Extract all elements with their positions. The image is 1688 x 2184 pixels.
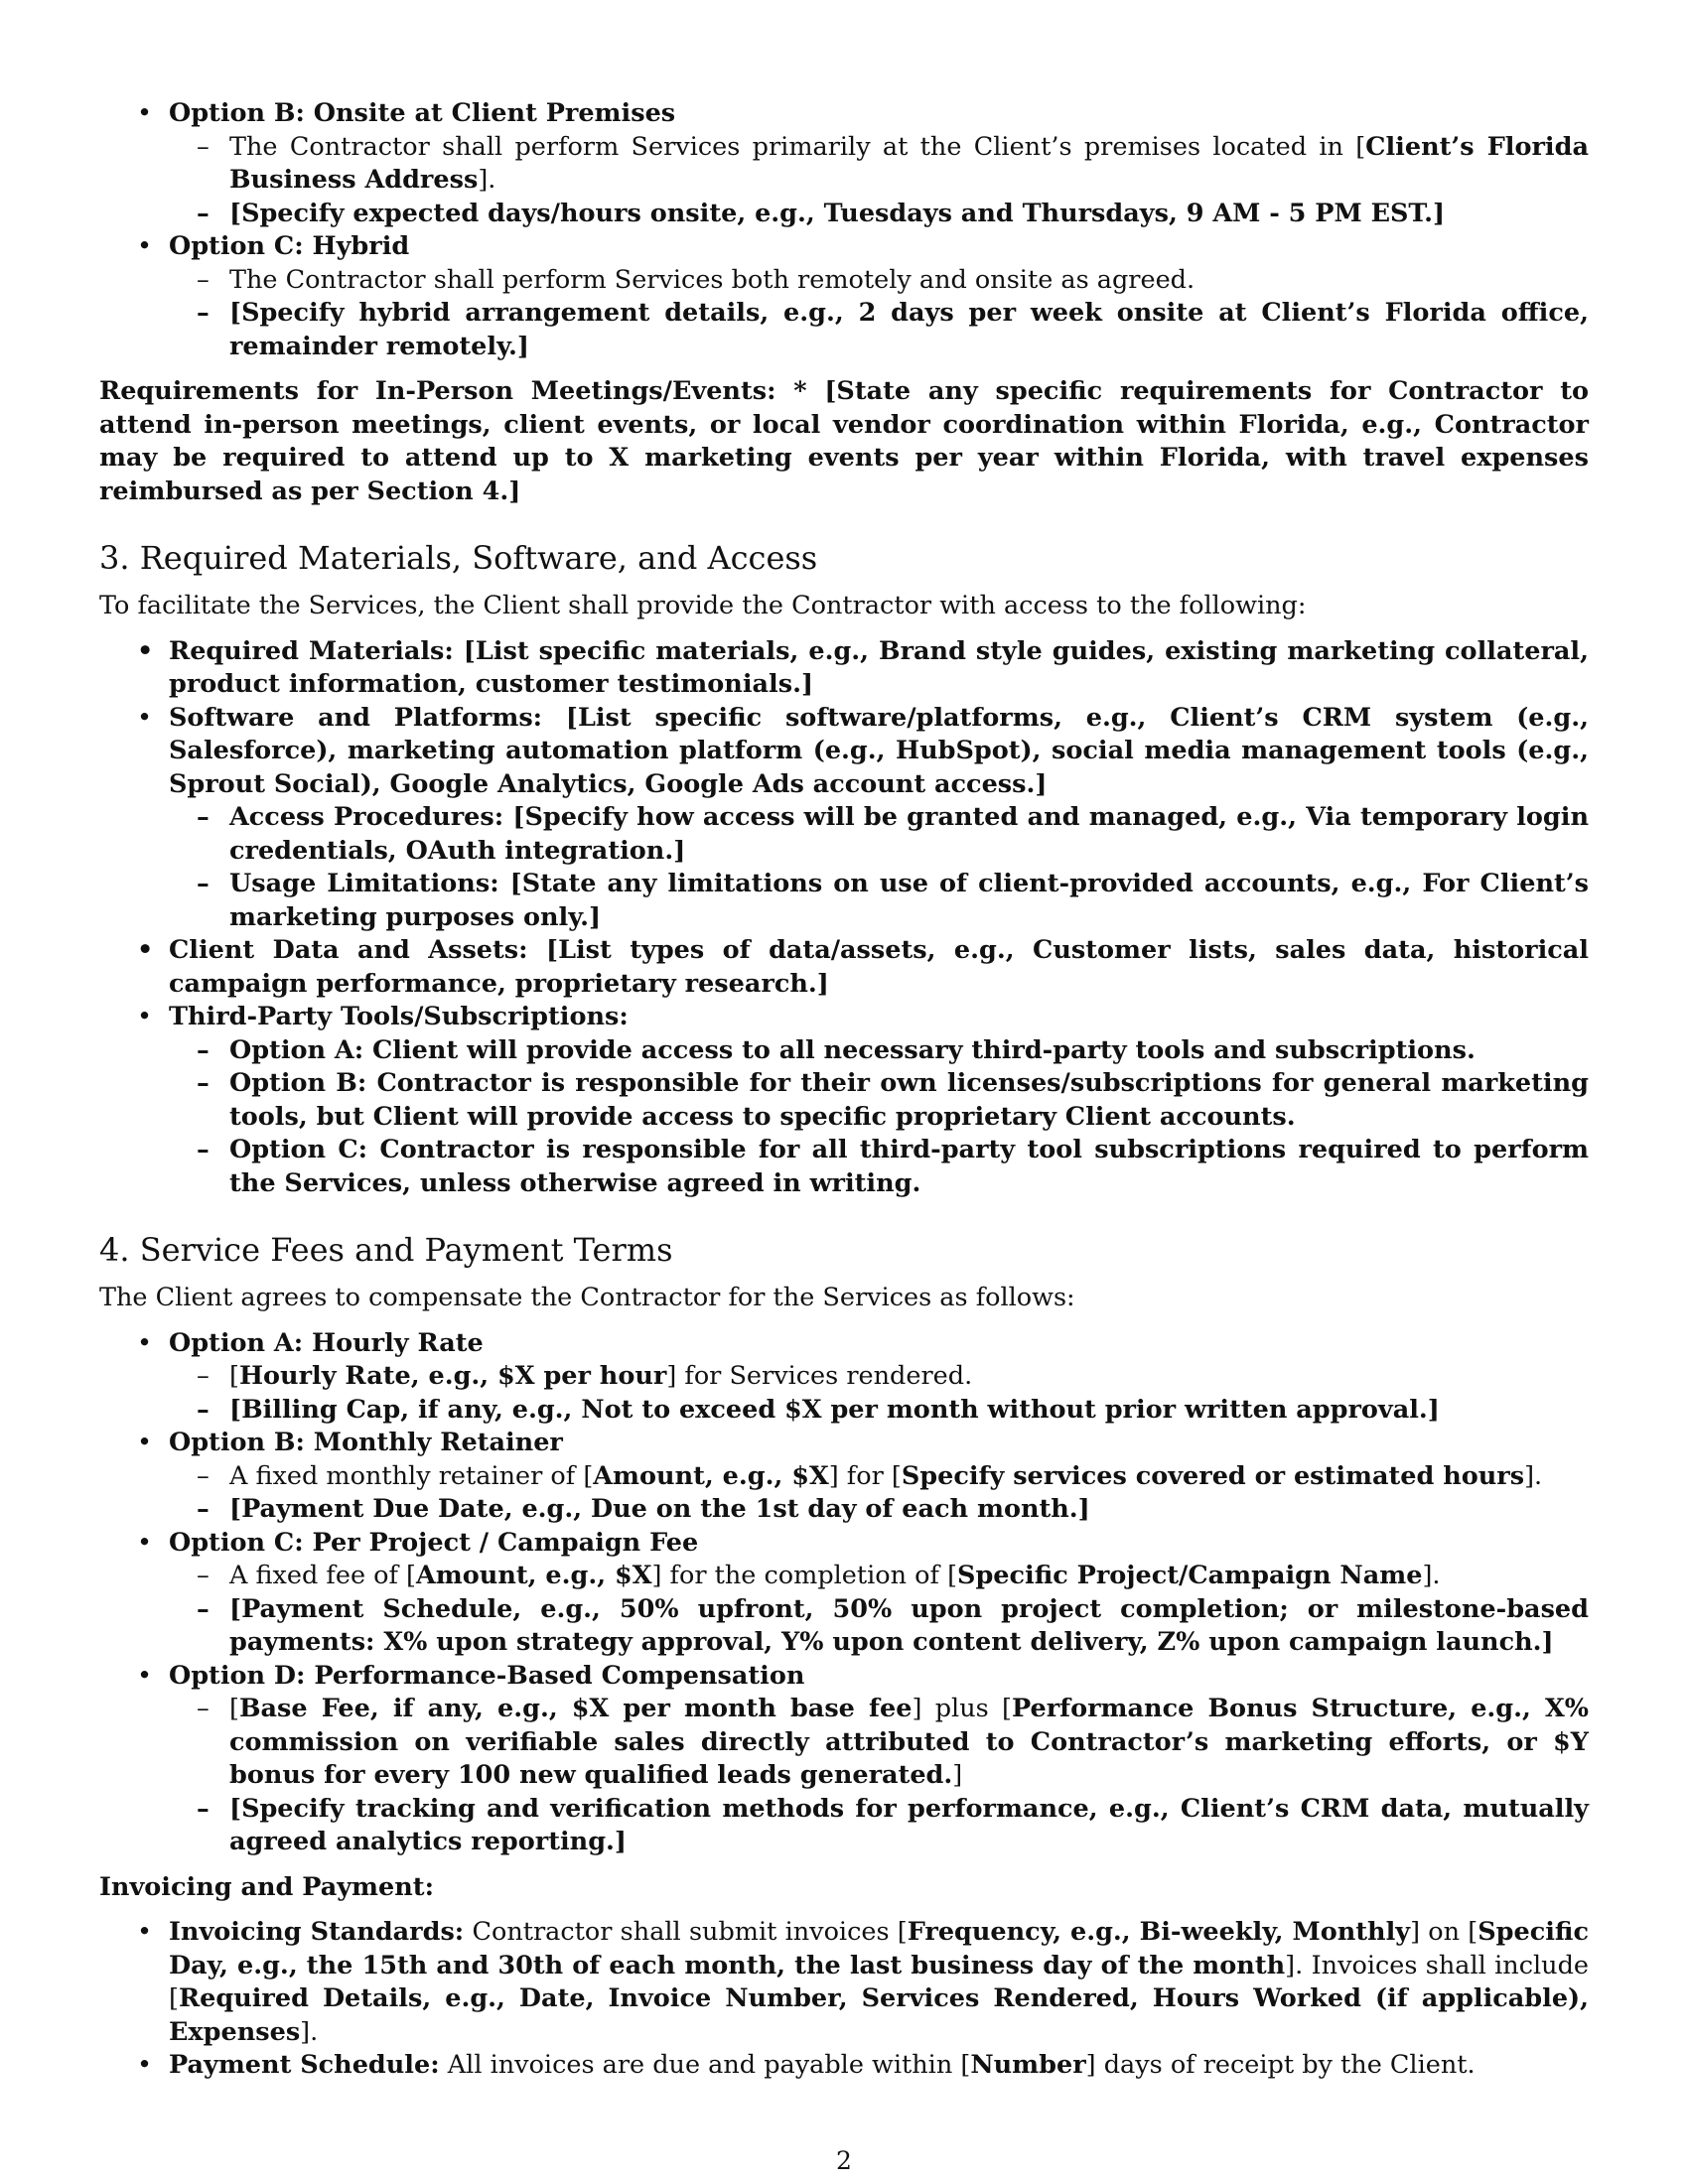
option-c-item: – The Contractor shall perform Services both remotely and onsite as agreed. bbox=[99, 264, 1589, 298]
page-number: 2 bbox=[836, 2146, 852, 2175]
fee-option-b-item: – [Payment Due Date, e.g., Due on the 1st day of each month.] bbox=[99, 1493, 1589, 1527]
fee-option-a-item: – [Hourly Rate, e.g., $X per hour] for Services rendered. bbox=[99, 1360, 1589, 1394]
fee-option-a-item: – [Billing Cap, if any, e.g., Not to exceed $X per month without prior written approval.] bbox=[99, 1394, 1589, 1428]
fee-option-b: • Option B: Monthly Retainer – A fixed monthly retainer of [Amount, e.g., $X] for [Specify services covered or estimated hours]. – [Payment Due Date, e.g., Due on the 1st day of each month.] bbox=[99, 1427, 1589, 1527]
third-party-option-b: – Option B: Contractor is responsible for their own licenses/subscriptions for general marketing tools, but Client will provide access to specific proprietary Client accounts. bbox=[99, 1067, 1589, 1134]
option-b-item: – [Specify expected days/hours onsite, e.g., Tuesdays and Thursdays, 9 AM - 5 PM EST.] bbox=[99, 198, 1589, 231]
software-item: • Software and Platforms: [List specific software/platforms, e.g., Client’s CRM system (e.g., Salesforce), marketing automation platform (e.g., HubSpot), social media management tools (e.g., Sprout Social), Google Analytics, Google Ads account access.] – Access Procedures: [Specify how access will be granted and managed, e.g., Via temporary login credentials, OAuth integration.] – Usage Limitations: [State any limitations on use of client-provided accounts, e.g., For Client’s marketing purposes only.] bbox=[99, 702, 1589, 935]
option-c-title: Option C: Hybrid bbox=[169, 231, 410, 261]
invoicing-standards-item: • Invoicing Standards: Contractor shall submit invoices [Frequency, e.g., Bi-weekly, Monthly] on [Specific Day, e.g., the 15th and 30th of each month, the last business day of the month]. Invoices shall include [Required Details, e.g., Date, Invoice Number, Services Rendered, Hours Worked (if applicable), Expenses]. bbox=[99, 1916, 1589, 2049]
in-person-requirements: Requirements for In-Person Meetings/Events: * [State any specific requirements for Contractor to attend in-person meetings, client events, or local vendor coordination within Florida, e.g., Contractor may be required to attend up to X marketing events per year within Florida, with travel expenses reimbursed as per Section 4.] bbox=[99, 376, 1589, 506]
fee-option-c-item: – [Payment Schedule, e.g., 50% upfront, 50% upon project completion; or milestone-based payments: X% upon strategy approval, Y% upon content delivery, Z% upon campaign launch.] bbox=[99, 1593, 1589, 1660]
fee-option-c: • Option C: Per Project / Campaign Fee – A fixed fee of [Amount, e.g., $X] for the completion of [Specific Project/Campaign Name]. – [Payment Schedule, e.g., 50% upfront, 50% upon project completion; or milestone-based payments: X% upon strategy approval, Y% upon content delivery, Z% upon campaign launch.] bbox=[99, 1527, 1589, 1660]
fee-option-d: • Option D: Performance-Based Compensation – [Base Fee, if any, e.g., $X per month base fee] plus [Performance Bonus Structure, e.g., X% commission on verifiable sales directly attributed to Contractor’s marketing efforts, or $Y bonus for every 100 new qualified leads generated.] – [Specify tracking and verification methods for performance, e.g., Client’s CRM data, mutually agreed analytics reporting.] bbox=[99, 1660, 1589, 1859]
third-party-option-a: – Option A: Client will provide access to all necessary third-party tools and subscriptions. bbox=[99, 1034, 1589, 1068]
fee-option-c-item: – A fixed fee of [Amount, e.g., $X] for the completion of [Specific Project/Campaign Name]. bbox=[99, 1560, 1589, 1593]
materials-list bbox=[99, 635, 1589, 1201]
fee-option-d-item: – [Specify tracking and verification methods for performance, e.g., Client’s CRM data, mutually agreed analytics reporting.] bbox=[99, 1793, 1589, 1859]
option-b-item: – The Contractor shall perform Services primarily at the Client’s premises located in [Client’s Florida Business Address]. bbox=[99, 131, 1589, 198]
access-procedures-item: – Access Procedures: [Specify how access will be granted and managed, e.g., Via temporary login credentials, OAuth integration.] bbox=[99, 801, 1589, 868]
section-3-heading: 3. Required Materials, Software, and Access bbox=[99, 539, 818, 577]
option-c-hybrid bbox=[99, 230, 1589, 363]
section-4-intro: The Client agrees to compensate the Contractor for the Services as follows: bbox=[99, 1283, 1075, 1312]
invoicing-heading: Invoicing and Payment: bbox=[99, 1871, 434, 1902]
section-3-intro: To facilitate the Services, the Client shall provide the Contractor with access to the following: bbox=[99, 591, 1307, 620]
fee-options-list bbox=[99, 1327, 1589, 1859]
payment-schedule-item: • Payment Schedule: All invoices are due and payable within [Number] days of receipt by the Client. bbox=[99, 2049, 1589, 2083]
fee-option-a: • Option A: Hourly Rate – [Hourly Rate, e.g., $X per hour] for Services rendered. – [Billing Cap, if any, e.g., Not to exceed $X per month without prior written approval.] bbox=[99, 1327, 1589, 1428]
third-party-option-c: – Option C: Contractor is responsible for all third-party tool subscriptions required to perform the Services, unless otherwise agreed in writing. bbox=[99, 1134, 1589, 1200]
required-materials-item: • Required Materials: [List specific materials, e.g., Brand style guides, existing marketing collateral, product information, customer testimonials.] bbox=[99, 635, 1589, 702]
fee-option-d-item: – [Base Fee, if any, e.g., $X per month base fee] plus [Performance Bonus Structure, e.g., X% commission on verifiable sales directly attributed to Contractor’s marketing efforts, or $Y bonus for every 100 new qualified leads generated.] bbox=[99, 1693, 1589, 1793]
fee-option-b-item: – A fixed monthly retainer of [Amount, e.g., $X] for [Specify services covered or estimated hours]. bbox=[99, 1460, 1589, 1494]
client-data-item: • Client Data and Assets: [List types of data/assets, e.g., Customer lists, sales data, historical campaign performance, proprietary research.] bbox=[99, 934, 1589, 1001]
document-page bbox=[99, 97, 1589, 2083]
invoicing-list bbox=[99, 1916, 1589, 2083]
option-b-onsite bbox=[99, 97, 1589, 230]
option-c-item: – [Specify hybrid arrangement details, e.g., 2 days per week onsite at Client’s Florida office, remainder remotely.] bbox=[99, 297, 1589, 363]
option-b-title: Option B: Onsite at Client Premises bbox=[169, 98, 676, 128]
work-location-options bbox=[99, 97, 1589, 363]
usage-limitations-item: – Usage Limitations: [State any limitations on use of client-provided accounts, e.g., For Client’s marketing purposes only.] bbox=[99, 868, 1589, 934]
section-4-heading: 4. Service Fees and Payment Terms bbox=[99, 1231, 673, 1269]
third-party-item: • Third-Party Tools/Subscriptions: – Option A: Client will provide access to all necessary third-party tools and subscriptions. – Option B: Contractor is responsible for their own licenses/subscriptions for general marketing tools, but Client will provide access to specific proprietary Client accounts. – Option C: Contractor is responsible for all third-party tool subscriptions required to perform the Services, unless otherwise agreed in writing. bbox=[99, 1001, 1589, 1200]
